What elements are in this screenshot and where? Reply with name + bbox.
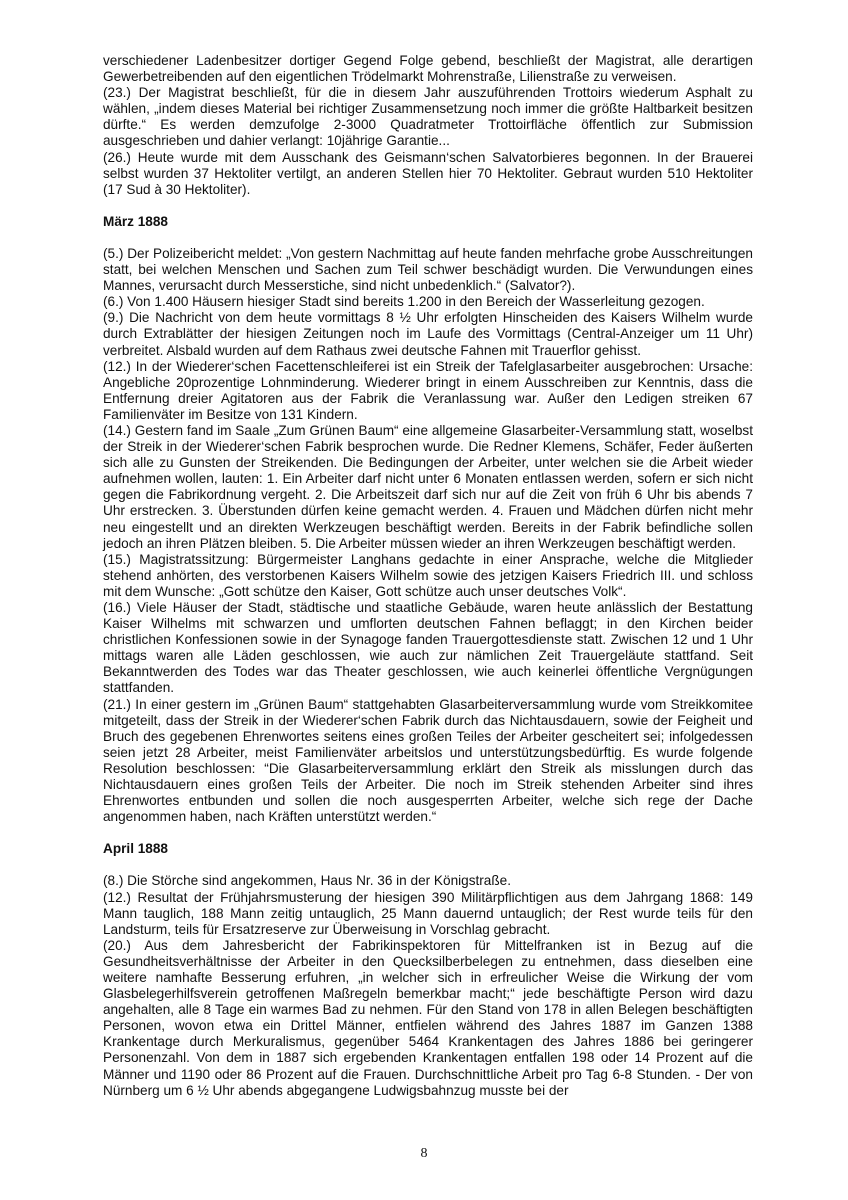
entry-paragraph: (12.) In der Wiederer‘schen Facettenschleiferei ist ein Streik der Tafelglasarbeiter ausgebrochen: Ursache: Angebliche 20prozentige Lohnminderung. Wiederer bringt in einem Ausschreiben zur Kenntnis, dass die Entfernung dreier Agitatoren aus der Fabrik die Veranlassung war. Außer den Ledigen streiken 67 Familienväter im Besitze von 131 Kindern.: [103, 358, 753, 422]
entry-paragraph: (14.) Gestern fand im Saale „Zum Grünen Baum“ eine allgemeine Glasarbeiter-Versammlung statt, woselbst der Streik in der Wiederer‘schen Fabrik besprochen wurde. Die Redner Klemens, Schäfer, Feder äußerten sich alle zu Gunsten der Streikenden. Die Bedingungen der Arbeiter, unter welchen sie die Arbeit wieder aufnehmen wollen, lauten: 1. Ein Arbeiter darf nicht unter 6 Monaten entlassen werden, sofern er sich nicht gegen die Fabrikordnung vergeht. 2. Die Arbeitszeit darf sich nur auf die Zeit von früh 6 Uhr bis abends 7 Uhr erstrecken. 3. Überstunden dürfen keine gemacht werden. 4. Frauen und Mädchen dürfen nicht mehr neu eingestellt und an direkten Werkzeugen beschäftigt werden. Bereits in der Fabrik befindliche sollen jedoch an ihren Plätzen bleiben. 5. Die Arbeiter müssen wieder an ihren Werkzeugen beschäftigt werden.: [103, 422, 753, 551]
entry-paragraph: (20.) Aus dem Jahresbericht der Fabrikinspektoren für Mittelfranken ist in Bezug auf die Gesundheitsverhältnisse der Arbeiter in den Quecksilberbelegen zu entnehmen, dass dieselben eine weitere namhafte Besserung erfuhren, „in welcher sich in erfreulicher Weise die Wirkung der vom Glasbelegerhilfsverein getroffenen Maßregeln bemerkbar macht;“ jede beschäftigte Person wird dazu angehalten, alle 8 Tage ein warmes Bad zu nehmen. Für den Stand von 178 in allen Belegen beschäftigten Personen, wovon etwa ein Drittel Männer, entfielen während des Jahres 1887 im Ganzen 1388 Krankentage durch Merkuralismus, gegenüber 5464 Krankentagen des Jahres 1886 bei geringerer Personenzahl. Von dem in 1887 sich ergebenden Krankentagen entfallen 198 oder 14 Prozent auf die Männer und 1190 oder 86 Prozent auf die Frauen. Durchschnittliche Arbeit pro Tag 6-8 Stunden. - Der von Nürnberg um 6 ½ Uhr abends abgegangene Ludwigsbahnzug musste bei der: [103, 937, 753, 1098]
entry-paragraph: verschiedener Ladenbesitzer dortiger Gegend Folge gebend, beschließt der Magistrat, alle derartigen Gewerbetreibenden auf den eigentlichen Trödelmarkt Mohrenstraße, Lilienstraße zu verweisen.: [103, 53, 753, 85]
entry-paragraph: (8.) Die Störche sind angekommen, Haus Nr. 36 in der Königstraße.: [103, 873, 512, 889]
entry-paragraph: (12.) Resultat der Frühjahrsmusterung der hiesigen 390 Militärpflichtigen aus dem Jahrgang 1868: 149 Mann tauglich, 188 Mann zeitig untauglich, 25 Mann dauernd untauglich; der Rest wurde teils für den Landsturm, teils für Ersatzreserve zur Überweisung in Vorschlag gebracht.: [103, 889, 753, 937]
entry-paragraph: (26.) Heute wurde mit dem Ausschank des Geismann‘schen Salvatorbieres begonnen. In der Brauerei selbst wurden 37 Hektoliter vertilgt, an anderen Stellen hier 70 Hektoliter. Gebraut wurden 510 Hektoliter (17 Sud à 30 Hektoliter).: [103, 149, 753, 197]
section-intro: [103, 53, 753, 198]
entry-paragraph: (21.) In einer gestern im „Grünen Baum“ stattgehabten Glasarbeiterversammlung wurde vom Streikkomitee mitgeteilt, dass der Streik in der Wiederer‘schen Fabrik durch das Nichtausdauern, sowie der Feigheit und Bruch des gegebenen Ehrenwortes seitens eines großen Teiles der Arbeiter gescheitert sei; infolgedessen seien jetzt 28 Arbeiter, meist Familienväter arbeitslos und unterstützungsbedürftig. Es wurde folgende Resolution beschlossen: “Die Glasarbeiterversammlung erklärt den Streik als misslungen durch das Nichtausdauern eines großen Teils der Arbeiter. Die noch im Streik stehenden Arbeiter sind ihres Ehrenwortes entbunden und sollen die noch ausgesperrten Arbeiter, welche sich rege der Dache angenommen haben, nach Kräften unterstützt werden.“: [103, 696, 753, 825]
entry-paragraph: (5.) Der Polizeibericht meldet: „Von gestern Nachmittag auf heute fanden mehrfache grobe Ausschreitungen statt, bei welchen Menschen und Sachen zum Teil schwer beschädigt wurden. Die Verwundungen eines Mannes, verursacht durch Messerstiche, sind nicht unbedenklich.“ (Salvator?).: [103, 245, 753, 294]
section-heading: April 1888: [103, 841, 168, 857]
entry-paragraph: (15.) Magistratssitzung: Bürgermeister Langhans gedachte in einer Ansprache, welche die Mitglieder stehend anhörten, des verstorbenen Kaisers Wilhelm sowie des jetzigen Kaisers Friedrich III. und schloss mit dem Wunsche: „Gott schütze den Kaiser, Gott schütze auch unser deutsches Volk“.: [103, 551, 753, 599]
page-body: [103, 53, 753, 1099]
section-heading: März 1888: [103, 213, 168, 229]
entry-paragraph: (16.) Viele Häuser der Stadt, städtische und staatliche Gebäude, waren heute anlässlich der Bestattung Kaiser Wilhelms mit schwarzen und umflorten deutschen Fahnen beflaggt; in den Kirchen beider christlichen Konfessionen sowie in der Synagoge fanden Trauergottesdienste statt. Zwischen 12 und 1 Uhr mittags waren alle Läden geschlossen, wie auch zur nämlichen Zeit Trauergeläute stattfand. Seit Bekanntwerden des Todes war das Theater geschlossen, wie auch keinerlei öffentliche Vergnügungen stattfanden.: [103, 600, 753, 696]
entry-paragraph: (23.) Der Magistrat beschließt, für die in diesem Jahr auszuführenden Trottoirs wiederum Asphalt zu wählen, „indem dieses Material bei richtiger Zusammensetzung noch immer die größte Haltbarkeit besitzen dürfte.“ Es werden demzufolge 2-3000 Quadratmeter Trottoirfläche öffentlich zur Submission ausgeschrieben und dahier verlangt: 10jährige Garantie...: [103, 85, 753, 149]
entry-paragraph: (9.) Die Nachricht von dem heute vormittags 8 ½ Uhr erfolgten Hinscheiden des Kaisers Wilhelm wurde durch Extrablätter der hiesigen Zeitungen noch im Laufe des Vormittags (Central-Anzeiger um 11 Uhr) verbreitet. Alsbald wurden auf dem Rathaus zwei deutsche Fahnen mit Trauerflor gehisst.: [103, 310, 753, 358]
entry-paragraph: (6.) Von 1.400 Häusern hiesiger Stadt sind bereits 1.200 in den Bereich der Wasserleitung gezogen.: [103, 294, 705, 310]
section-april-1888: [103, 841, 753, 1098]
section-maerz-1888: [103, 214, 753, 825]
page-number: 8: [420, 1146, 428, 1161]
